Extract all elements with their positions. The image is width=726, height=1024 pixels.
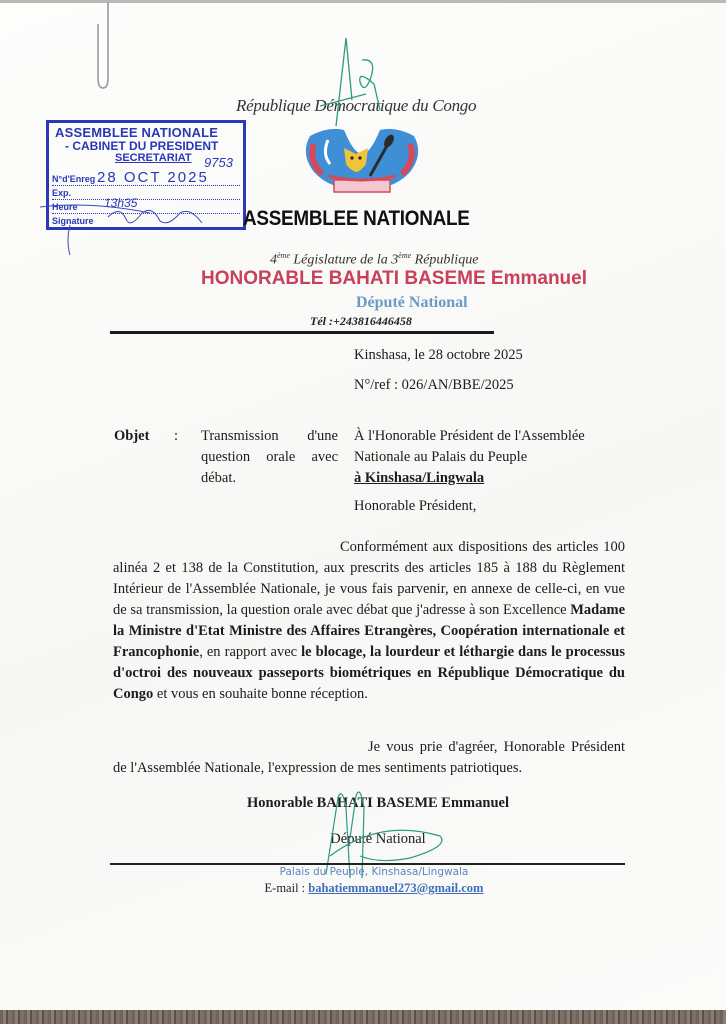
sender-name: HONORABLE BAHATI BASEME Emmanuel	[200, 268, 587, 289]
stamp-hour: 13h35	[104, 196, 138, 210]
signatory-title: Député National	[330, 831, 426, 847]
footer-email-line: E-mail : bahatiemmanuel273@gmail.com	[264, 881, 484, 895]
reception-stamp	[46, 120, 246, 230]
stamp-registration-number: 9753	[204, 155, 233, 170]
coat-of-arms-emblem	[300, 124, 425, 199]
stamp-row-heure: Heure	[52, 201, 240, 214]
stamp-row-exp: Exp.	[52, 187, 240, 200]
stamp-line-3: SECRETARIAT	[115, 152, 192, 164]
country-heading: République Démocratique du Congo	[236, 96, 477, 115]
object-text: Transmission d'une question orale avec débat.	[201, 428, 338, 486]
institution-title: ASSEMBLEE NATIONALE	[243, 207, 470, 230]
closing-paragraph: Je vous prie d'agréer, Honorable Président de l'Assemblée Nationale, l'expression de mes sentiments patriotiques.	[113, 739, 625, 776]
letter-body: Conformément aux dispositions des articles 100 alinéa 2 et 138 de la Constitution, aux prescrits des articles 185 à 188 du Règlement Intérieur de l'Assemblée Nationale, je vous fais parvenir, en annexe de celle-ci, en vue de sa transmission, la question orale avec débat que j'adresse à son Excellence Madame la Ministre d'Etat Ministre des Affaires Etrangères, Coopération internationale et Francophonie, en rapport avec le blocage, la lourdeur et léthargie dans le processus d'octroi des nouveaux passeports biométriques en République Démocratique du Congo et vous en souhaite bonne réception.	[113, 539, 625, 702]
reference-number: N°/ref : 026/AN/BBE/2025	[354, 377, 514, 393]
signatory-name: Honorable BAHATI BASEME Emmanuel	[247, 795, 509, 811]
stamp-row-enreg: N°d'Enreg	[52, 173, 240, 186]
legislature-line: 4ème Législature de la 3ème République	[270, 251, 479, 268]
background-surface	[0, 1010, 726, 1024]
place-date: Kinshasa, le 28 octobre 2025	[354, 347, 523, 363]
footer-address: Palais du Peuple, Kinshasa/Lingwala	[279, 866, 469, 878]
recipient-block	[354, 426, 634, 489]
salutation: Honorable Président,	[354, 498, 477, 514]
footer-divider	[110, 863, 625, 865]
stamp-date: 28 OCT 2025	[97, 169, 209, 186]
recipient-location: à Kinshasa/Lingwala	[354, 470, 485, 486]
recipient-name: À l'Honorable Président de l'Assemblée Nationale au Palais du Peuple	[354, 428, 585, 465]
header-divider	[110, 331, 494, 334]
object-label: Objet	[114, 428, 150, 444]
stamp-line-1: ASSEMBLEE NATIONALE	[55, 125, 219, 140]
paper-clip-icon	[94, 0, 114, 92]
object-colon: :	[174, 428, 179, 444]
sender-phone: Tél :+243816446458	[310, 314, 412, 328]
stamp-row-signature: Signature	[52, 215, 240, 228]
sender-title: Député National	[356, 294, 468, 311]
email-link[interactable]: bahatiemmanuel273@gmail.com	[308, 881, 484, 895]
stamp-line-2: - CABINET DU PRESIDENT	[65, 139, 219, 153]
